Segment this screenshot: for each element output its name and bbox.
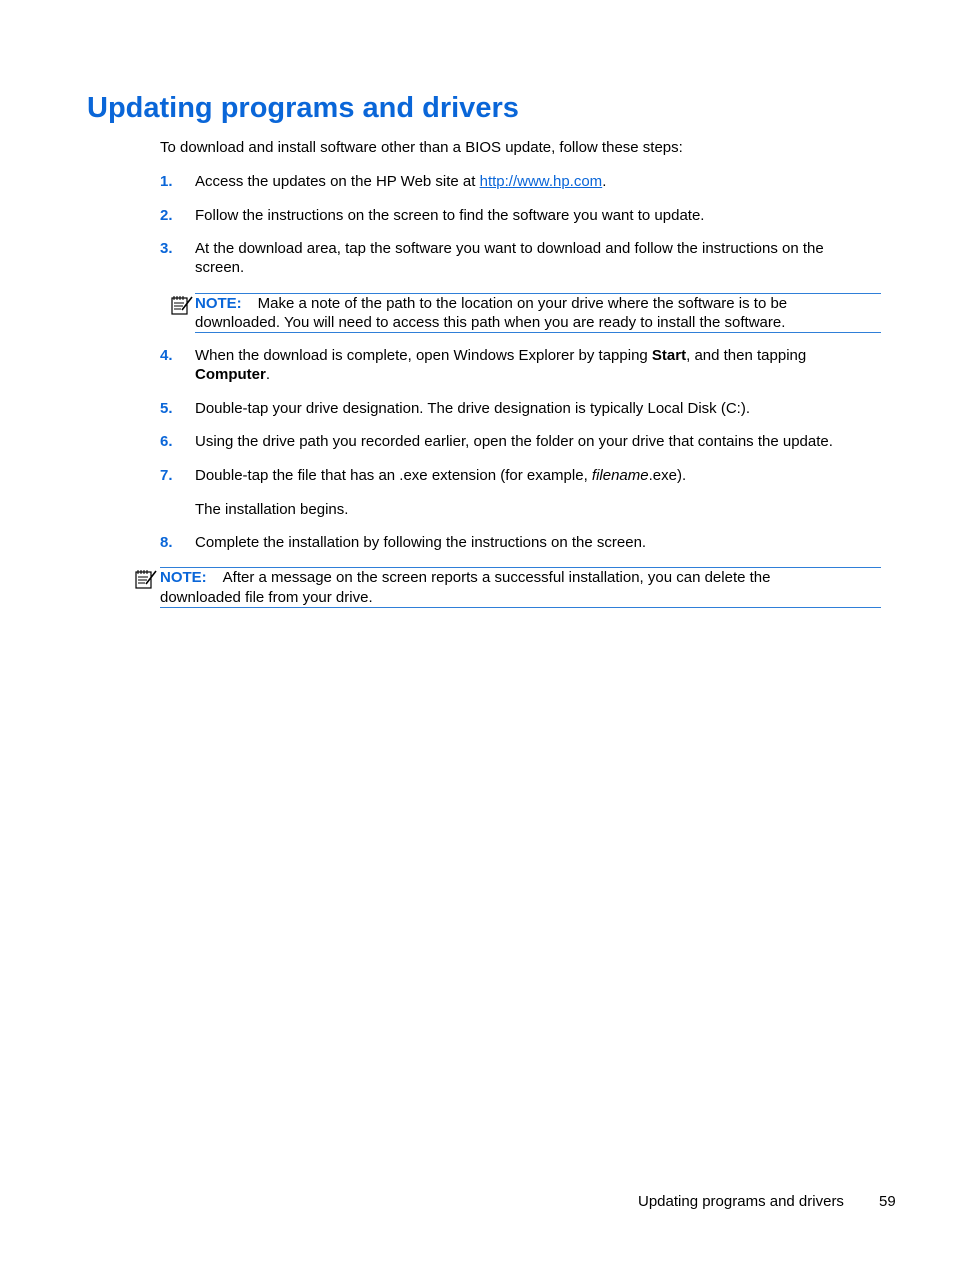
note-text: downloaded file from your drive.	[160, 589, 373, 606]
computer-label: Computer	[195, 366, 266, 383]
step-text: Follow the instructions on the screen to find the software you want to update.	[195, 207, 705, 224]
step-number: 5.	[160, 400, 173, 417]
step-text: Complete the installation by following the instructions on the screen.	[195, 534, 647, 551]
step-number: 3.	[160, 240, 173, 257]
step-text-part: .exe).	[648, 467, 687, 484]
step-text-part: Double-tap the file that has an .exe extension (for example,	[195, 467, 592, 484]
step-number: 7.	[160, 467, 173, 484]
page-number: 59	[879, 1193, 896, 1210]
hp-website-link[interactable]: http://www.hp.com	[479, 173, 603, 190]
footer-section-title: Updating programs and drivers	[638, 1193, 844, 1210]
intro-text: To download and install software other than a BIOS update, follow these steps:	[160, 139, 683, 156]
step-text-part: .	[265, 366, 271, 383]
note-label: NOTE:	[160, 569, 207, 586]
note-box	[195, 293, 881, 333]
step-text: screen.	[195, 259, 245, 276]
step-number: 2.	[160, 207, 173, 224]
step-text-part: .	[602, 173, 607, 190]
step-text	[195, 365, 270, 385]
step-number: 8.	[160, 534, 173, 551]
step-text	[195, 172, 606, 192]
note-text: After a message on the screen reports a successful installation, you can delete the	[222, 569, 771, 586]
note-icon	[170, 294, 194, 316]
step-text: Double-tap your drive designation. The drive designation is typically Local Disk (C:).	[195, 400, 750, 417]
note-text: downloaded. You will need to access this path when you are ready to install the software.	[195, 314, 786, 331]
step-text-part: When the download is complete, open Windows Explorer by tapping	[195, 347, 652, 364]
filename-italic: filename	[591, 467, 649, 484]
note-box	[160, 567, 881, 608]
note-text: Make a note of the path to the location on your drive where the software is to be	[257, 295, 788, 312]
page-title: Updating programs and drivers	[87, 92, 519, 124]
note-line	[195, 294, 787, 314]
step-text-part: , and then tapping	[686, 347, 807, 364]
step-text: At the download area, tap the software you want to download and follow the instructions on the	[195, 240, 824, 257]
step-text	[195, 346, 806, 366]
start-label: Start	[651, 347, 687, 364]
step-number: 6.	[160, 433, 173, 450]
step-number: 4.	[160, 347, 173, 364]
note-label: NOTE:	[195, 295, 242, 312]
step-result: The installation begins.	[195, 501, 349, 518]
step-text: Using the drive path you recorded earlier, open the folder on your drive that contains the update.	[195, 433, 833, 450]
step-number: 1.	[160, 173, 173, 190]
step-text-part: Access the updates on the HP Web site at	[195, 173, 480, 190]
step-text	[195, 466, 686, 486]
note-icon	[134, 568, 158, 590]
note-line	[160, 568, 770, 588]
